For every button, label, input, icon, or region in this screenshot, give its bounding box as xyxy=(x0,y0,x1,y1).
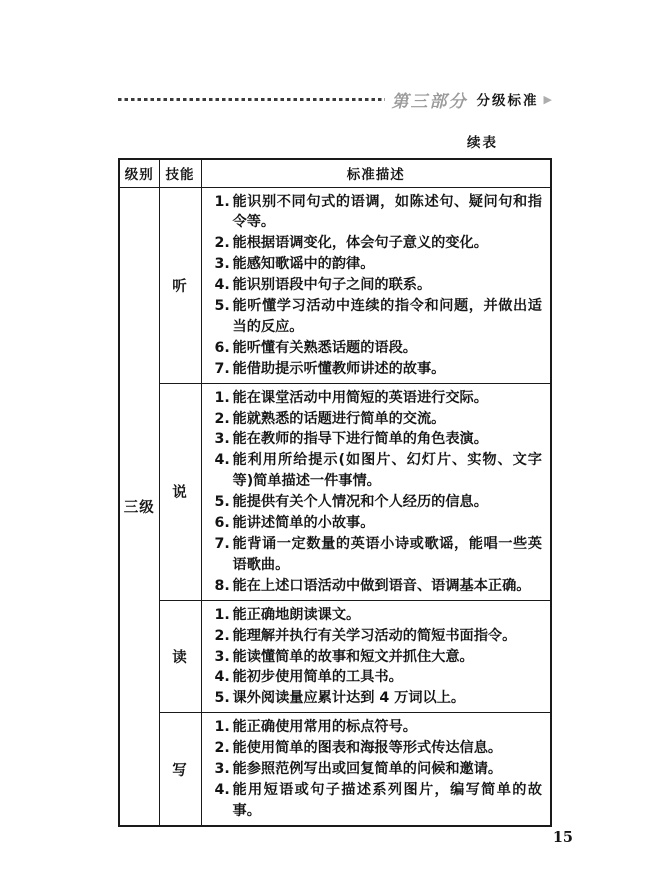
standard-item: 能借助提示听懂教师讲述的故事。 xyxy=(232,360,446,377)
desc-cell-reading xyxy=(201,600,551,713)
standard-item: 能参照范例写出或回复简单的问候和邀请。 xyxy=(232,761,503,778)
table-row-speaking xyxy=(119,383,551,600)
standard-item: 课外阅读量应累计达到 4 万词以上。 xyxy=(232,690,466,707)
part-title: 分级标准 xyxy=(476,93,539,109)
standard-item: 能听懂有关熟悉话题的语段。 xyxy=(232,339,417,356)
standard-item: 能背诵一定数量的英语小诗或歌谣，能唱一些英语歌曲。 xyxy=(232,536,542,573)
standard-item: 能使用简单的图表和海报等形式传达信息。 xyxy=(232,740,503,757)
desc-cell-writing xyxy=(201,713,551,826)
table-continuation-note: 续表 xyxy=(467,135,498,151)
standard-item: 能讲述简单的小故事。 xyxy=(232,515,375,532)
skill-cell-reading: 读 xyxy=(159,600,201,713)
standard-item: 能在上述口语活动中做到语音、语调基本正确。 xyxy=(232,577,531,594)
running-head xyxy=(118,88,552,110)
standard-item: 能初步使用简单的工具书。 xyxy=(232,669,403,686)
standard-item: 能识别不同句式的语调，如陈述句、疑问句和指令等。 xyxy=(232,193,542,231)
standard-item: 能理解并执行有关学习活动的简短书面指令。 xyxy=(232,627,517,644)
col-header-skill: 技能 xyxy=(159,159,201,187)
table-row-writing xyxy=(119,713,551,826)
part-label: 第三部分 xyxy=(391,91,468,112)
standard-item: 能提供有关个人情况和个人经历的信息。 xyxy=(232,494,488,511)
standard-item: 能就熟悉的话题进行简单的交流。 xyxy=(232,410,446,427)
skill-cell-writing: 写 xyxy=(159,713,201,826)
standards-list-reading xyxy=(202,601,551,713)
standard-item: 能听懂学习活动中连续的指令和问题，并做出适当的反应。 xyxy=(232,298,542,335)
table-row-reading xyxy=(119,600,551,713)
table-header-row xyxy=(119,159,551,187)
standard-item: 能感知歌谣中的韵律。 xyxy=(232,256,375,273)
standard-item: 能在课堂活动中用简短的英语进行交际。 xyxy=(232,389,488,406)
standards-list-writing xyxy=(202,713,551,825)
standards-table xyxy=(118,158,552,827)
standard-item: 能利用所给提示(如图片、幻灯片、实物、文字等)简单描述一件事情。 xyxy=(232,452,542,490)
col-header-level: 级别 xyxy=(119,159,159,187)
dotted-rule xyxy=(118,98,385,101)
standard-item: 能正确使用常用的标点符号。 xyxy=(232,719,417,736)
table-row-listening xyxy=(119,187,551,383)
standards-list-speaking xyxy=(202,384,551,600)
desc-cell-listening xyxy=(201,187,551,383)
standard-item: 能正确地朗读课文。 xyxy=(232,606,361,623)
standards-list-listening xyxy=(202,188,551,383)
standard-item: 能在教师的指导下进行简单的角色表演。 xyxy=(232,431,488,448)
page-number: 15 xyxy=(552,829,573,846)
standard-item: 能识别语段中句子之间的联系。 xyxy=(232,277,432,294)
col-header-description: 标准描述 xyxy=(201,159,551,187)
arrow-right-icon: ▶ xyxy=(543,92,552,106)
standard-item: 能读懂简单的故事和短文并抓住大意。 xyxy=(232,648,474,665)
level-cell: 三级 xyxy=(119,187,159,826)
standard-item: 能用短语或句子描述系列图片，编写简单的故事。 xyxy=(232,781,542,819)
skill-cell-listening: 听 xyxy=(159,187,201,383)
skill-cell-speaking: 说 xyxy=(159,383,201,600)
desc-cell-speaking xyxy=(201,383,551,600)
standard-item: 能根据语调变化，体会句子意义的变化。 xyxy=(232,235,488,252)
